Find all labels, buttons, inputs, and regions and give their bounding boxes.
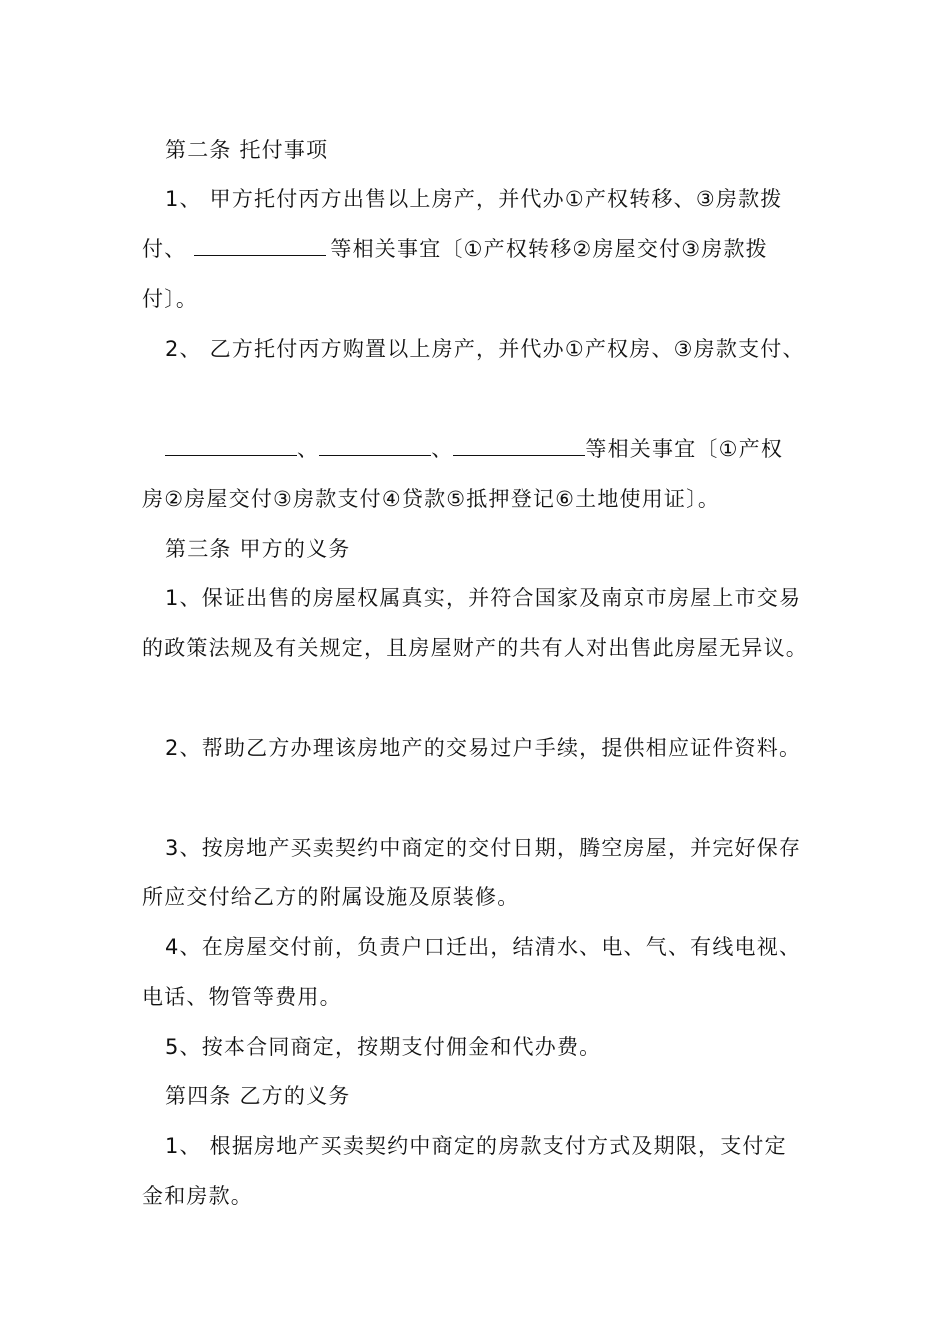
paragraph-line: 1、 甲方托付丙方出售以上房产，并代办①产权转移、③房款拨 — [165, 187, 783, 211]
fill-in-blank[interactable] — [453, 435, 585, 456]
text-fragment: 、 — [431, 437, 454, 461]
paragraph-line: 2、帮助乙方办理该房地产的交易过户手续，提供相应证件资料。 — [165, 736, 802, 760]
text-fragment: 等相关事宜〔①产权 — [585, 437, 784, 461]
text-fragment: 、 — [297, 437, 320, 461]
section-heading-4: 第四条 乙方的义务 — [165, 1084, 351, 1108]
fill-in-blank[interactable] — [194, 235, 326, 256]
section-heading-2: 第二条 托付事项 — [165, 138, 329, 162]
fill-in-blank[interactable] — [165, 435, 297, 456]
paragraph-line: 的政策法规及有关规定，且房屋财产的共有人对出售此房屋无异议。 — [142, 636, 808, 660]
paragraph-line: 电话、物管等费用。 — [142, 985, 342, 1009]
paragraph-line: 1、保证出售的房屋权属真实，并符合国家及南京市房屋上市交易 — [165, 586, 802, 610]
paragraph-line: 4、在房屋交付前，负责户口迁出，结清水、电、气、有线电视、 — [165, 935, 802, 959]
paragraph-line — [165, 434, 783, 464]
paragraph-line: 付〕。 — [142, 287, 199, 311]
paragraph-line: 3、按房地产买卖契约中商定的交付日期，腾空房屋，并完好保存 — [165, 836, 802, 860]
paragraph-line: 金和房款。 — [142, 1184, 253, 1208]
section-heading-3: 第三条 甲方的义务 — [165, 537, 351, 561]
text-fragment: 等相关事宜〔①产权转移②房屋交付③房款拨 — [330, 237, 768, 261]
paragraph-line: 所应交付给乙方的附属设施及原装修。 — [142, 885, 520, 909]
paragraph-line — [142, 234, 768, 264]
paragraph-line: 2、 乙方托付丙方购置以上房产，并代办①产权房、③房款支付、 — [165, 337, 805, 361]
fill-in-blank[interactable] — [319, 435, 431, 456]
text-fragment: 付、 — [142, 237, 187, 261]
paragraph-line: 房②房屋交付③房款支付④贷款⑤抵押登记⑥土地使用证〕。 — [142, 487, 721, 511]
paragraph-line: 1、 根据房地产买卖契约中商定的房款支付方式及期限，支付定 — [165, 1134, 787, 1158]
paragraph-line: 5、按本合同商定，按期支付佣金和代办费。 — [165, 1035, 602, 1059]
